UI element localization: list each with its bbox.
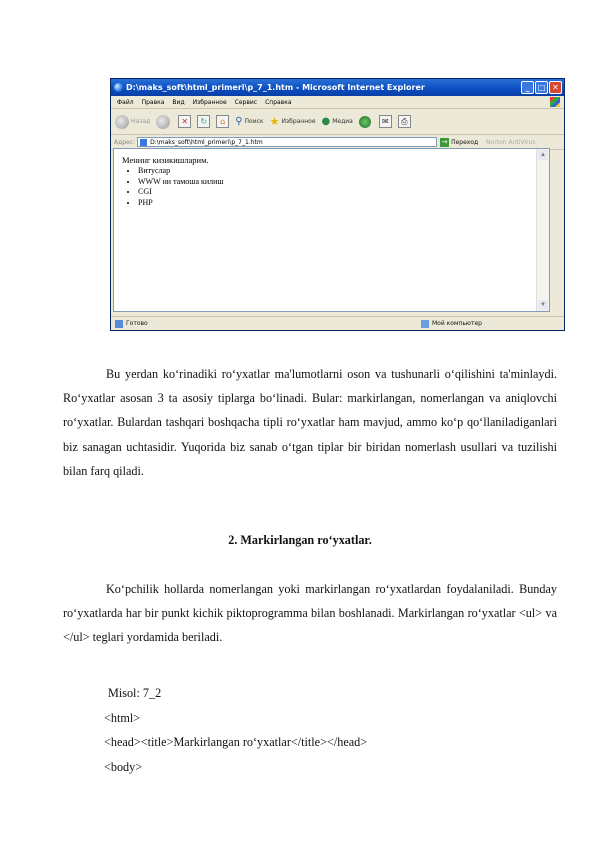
mail-icon: ✉ — [379, 115, 392, 128]
code-example — [104, 681, 367, 779]
close-button[interactable]: ✕ — [549, 81, 562, 94]
browser-title: D:\maks_soft\html_primeri\p_7_1.htm - Microsoft Internet Explorer — [126, 83, 425, 92]
forward-arrow-icon — [156, 115, 170, 129]
list-item: • PHP — [138, 198, 224, 209]
favorites-button[interactable]: ★ Избранное — [269, 115, 316, 128]
refresh-button[interactable] — [197, 115, 210, 128]
menu-view[interactable]: Вид — [172, 98, 185, 106]
menu-favorites[interactable]: Избранное — [192, 98, 227, 106]
code-line: <body> — [104, 759, 143, 774]
status-bar — [111, 316, 564, 330]
stop-button[interactable] — [178, 115, 191, 128]
media-button[interactable]: ● Медиа — [321, 116, 353, 127]
page-done-icon — [115, 320, 123, 328]
go-arrow-icon: → — [441, 137, 448, 146]
paragraph-intro: Bu yerdan ko‘rinadiki ro‘yxatlar ma'lumotlarni oson va tushunarli o‘qilishini ta'minlaydi. Ro‘yxatlar asosan 3 ta asosiy tiplarga bo‘linadi. Bular: markirlangan, nomerlangan va aniqlovchi ro‘yxatlar. Bulardan tashqari boshqacha tipli ro‘yxatlar ham mavjud, ammo ko‘p qo‘llaniladiganlari biz sanagan uchtasidir. Yuqorida biz sanab o‘tgan tiplar bir biridan nomerlash usullari va tuzilishi bilan farq qiladi. — [63, 367, 557, 478]
vertical-scrollbar[interactable] — [536, 149, 549, 311]
history-icon — [359, 116, 371, 128]
code-line: <html> — [104, 710, 141, 725]
print-icon: ⎙ — [398, 115, 411, 128]
norton-button[interactable]: Norton AntiVirus — [486, 138, 536, 146]
menu-help[interactable]: Справка — [265, 98, 292, 106]
browser-titlebar — [111, 79, 564, 96]
back-button[interactable]: Назад — [115, 115, 150, 129]
back-arrow-icon — [115, 115, 129, 129]
refresh-icon: ↻ — [197, 115, 210, 128]
bulleted-list — [124, 166, 224, 208]
list-item: • Витуслар — [138, 166, 224, 177]
go-button[interactable]: → Переход — [441, 137, 479, 146]
mail-button[interactable] — [379, 115, 392, 128]
home-icon: ⌂ — [216, 115, 229, 128]
media-icon: ● — [321, 116, 331, 127]
menu-tools[interactable]: Сервис — [234, 98, 258, 106]
minimize-button[interactable]: _ — [521, 81, 534, 94]
star-icon: ★ — [269, 115, 280, 128]
status-zone: Мой компьютер — [432, 320, 482, 327]
example-label: Misol: 7_2 — [108, 686, 162, 700]
scroll-down-icon[interactable]: ▼ — [538, 300, 548, 310]
code-line: <head><title>Markirlangan ro‘yxatlar</title></head> — [104, 735, 368, 749]
scroll-up-icon[interactable]: ▲ — [538, 150, 548, 160]
maximize-button[interactable]: □ — [535, 81, 548, 94]
history-button[interactable] — [359, 116, 373, 128]
menu-edit[interactable]: Правка — [141, 98, 165, 106]
browser-menubar — [111, 96, 564, 109]
search-icon: ⚲ — [235, 116, 243, 127]
browser-window-screenshot — [110, 78, 565, 331]
forward-button[interactable] — [156, 115, 172, 129]
paragraph-markirlangan: Ko‘pchilik hollarda nomerlangan yoki markirlangan ro‘yxatlardan foydalaniladi. Bunday ro‘yxatlarda har bir punkt kichik piktoprogramma bilan boshlanadi. Markirlangan ro‘yxatlar <ul> va </ul> teglari yordamida beriladi. — [63, 582, 557, 645]
page-icon — [140, 139, 147, 146]
windows-logo-icon — [550, 97, 560, 107]
page-heading: Менинг кизикишларим. — [122, 155, 209, 165]
list-item: • WWW ни тамоша килиш — [138, 177, 224, 188]
address-input[interactable]: D:\maks_soft\html_primeri\p_7_1.htm — [137, 137, 437, 147]
menu-file[interactable]: Файл — [117, 98, 134, 106]
ie-logo-icon — [114, 83, 123, 92]
stop-icon: ✕ — [178, 115, 191, 128]
home-button[interactable] — [216, 115, 229, 128]
list-item: • CGI — [138, 187, 224, 198]
status-text: Готово — [126, 320, 148, 327]
search-button[interactable]: ⚲ Поиск — [235, 116, 264, 127]
print-button[interactable] — [398, 115, 411, 128]
browser-toolbar — [111, 109, 564, 135]
section-title: 2. Markirlangan ro‘yxatlar. — [228, 533, 372, 547]
browser-content — [113, 148, 550, 312]
address-label: Адрес: — [114, 138, 136, 146]
computer-icon — [421, 320, 429, 328]
